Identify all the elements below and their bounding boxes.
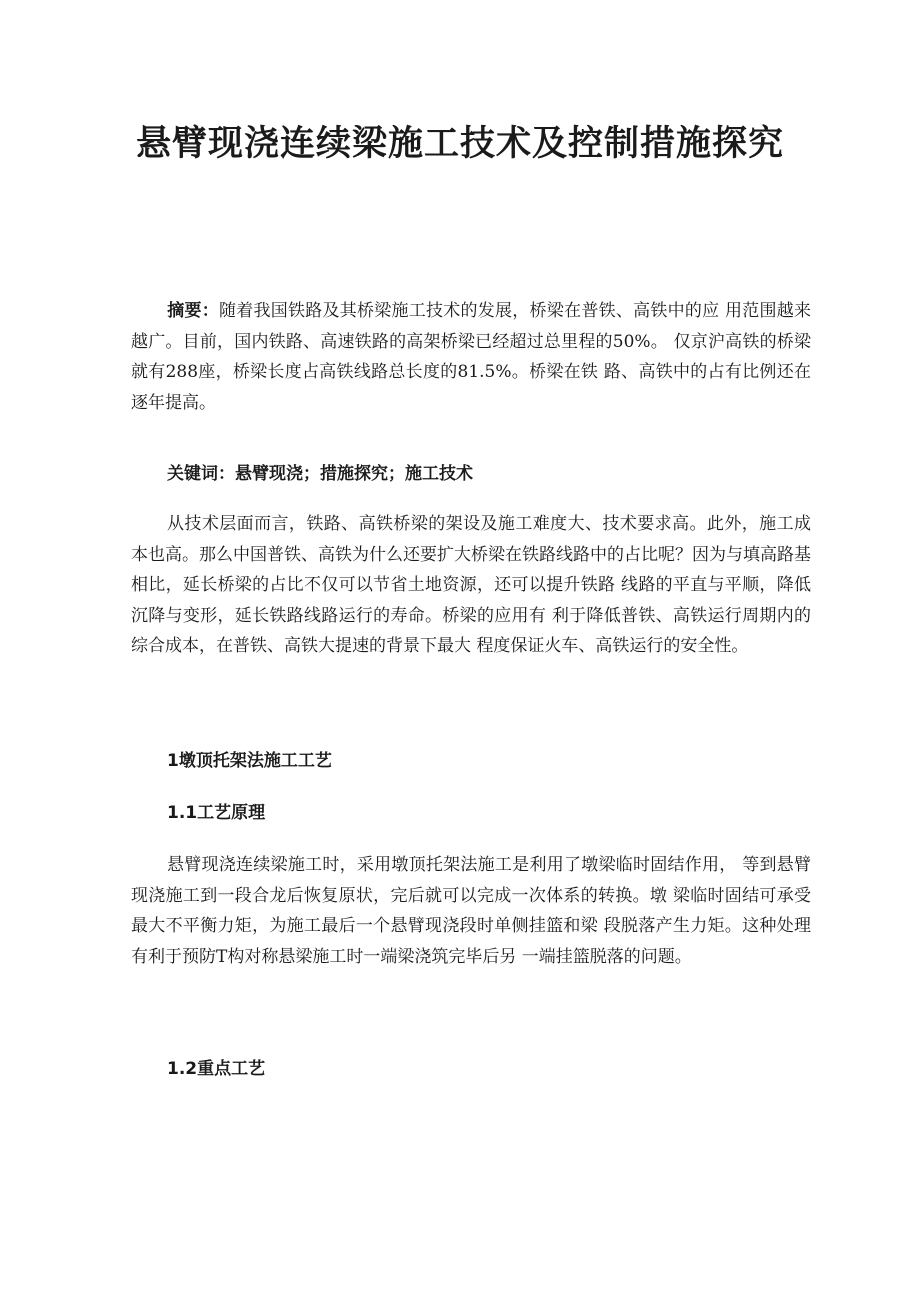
keywords-paragraph <box>131 459 811 490</box>
section-1-2-heading: 1.2重点工艺 <box>167 1059 266 1079</box>
intro-paragraph: 从技术层面而言，铁路、高铁桥梁的架设及施工难度大、技术要求高。此外，施工成本也高。那么中国普铁、高铁为什么还要扩大桥梁在铁路线路中的占比呢？因为与填高路基相比，延长桥梁的占比不仅可以节省土地资源，还可以提升铁路 线路的平直与平顺，降低沉降与变形，延长铁路线路运行的寿命。桥梁的应用有 利于降低普铁、高铁运行周期内的综合成本，在普铁、高铁大提速的背景下最大 程度保证火车、高铁运行的安全性。 <box>131 514 811 656</box>
abstract-paragraph <box>131 296 811 418</box>
section-1-1-paragraph: 悬臂现浇连续梁施工时，采用墩顶托架法施工是利用了墩梁临时固结作用， 等到悬臂现浇施工到一段合龙后恢复原状，完后就可以完成一次体系的转换。墩 梁临时固结可承受最大不平衡力矩，为施工最后一个悬臂现浇段时单侧挂篮和梁 段脱落产生力矩。这种处理有利于预防T构对称悬梁施工时一端梁浇筑完毕后另 一端挂篮脱落的问题。 <box>131 855 811 967</box>
abstract-label: 摘要： <box>167 301 220 321</box>
keywords-text: 悬臂现浇；措施探究；施工技术 <box>235 464 473 484</box>
section-1-1-heading: 1.1工艺原理 <box>167 803 266 823</box>
abstract-text: 随着我国铁路及其桥梁施工技术的发展，桥梁在普铁、高铁中的应 用范围越来越广。目前，国内铁路、高速铁路的高架桥梁已经超过总里程的50%。 仅京沪高铁的桥梁就有288座，桥梁长度占高铁线路总长度的81.5%。桥梁在铁 路、高铁中的占有比例还在逐年提高。 <box>131 301 812 413</box>
keywords-label: 关键词： <box>167 464 235 484</box>
document-title: 悬臂现浇连续梁施工技术及控制措施探究 <box>135 124 784 164</box>
section-1-heading: 1墩顶托架法施工工艺 <box>167 751 332 771</box>
